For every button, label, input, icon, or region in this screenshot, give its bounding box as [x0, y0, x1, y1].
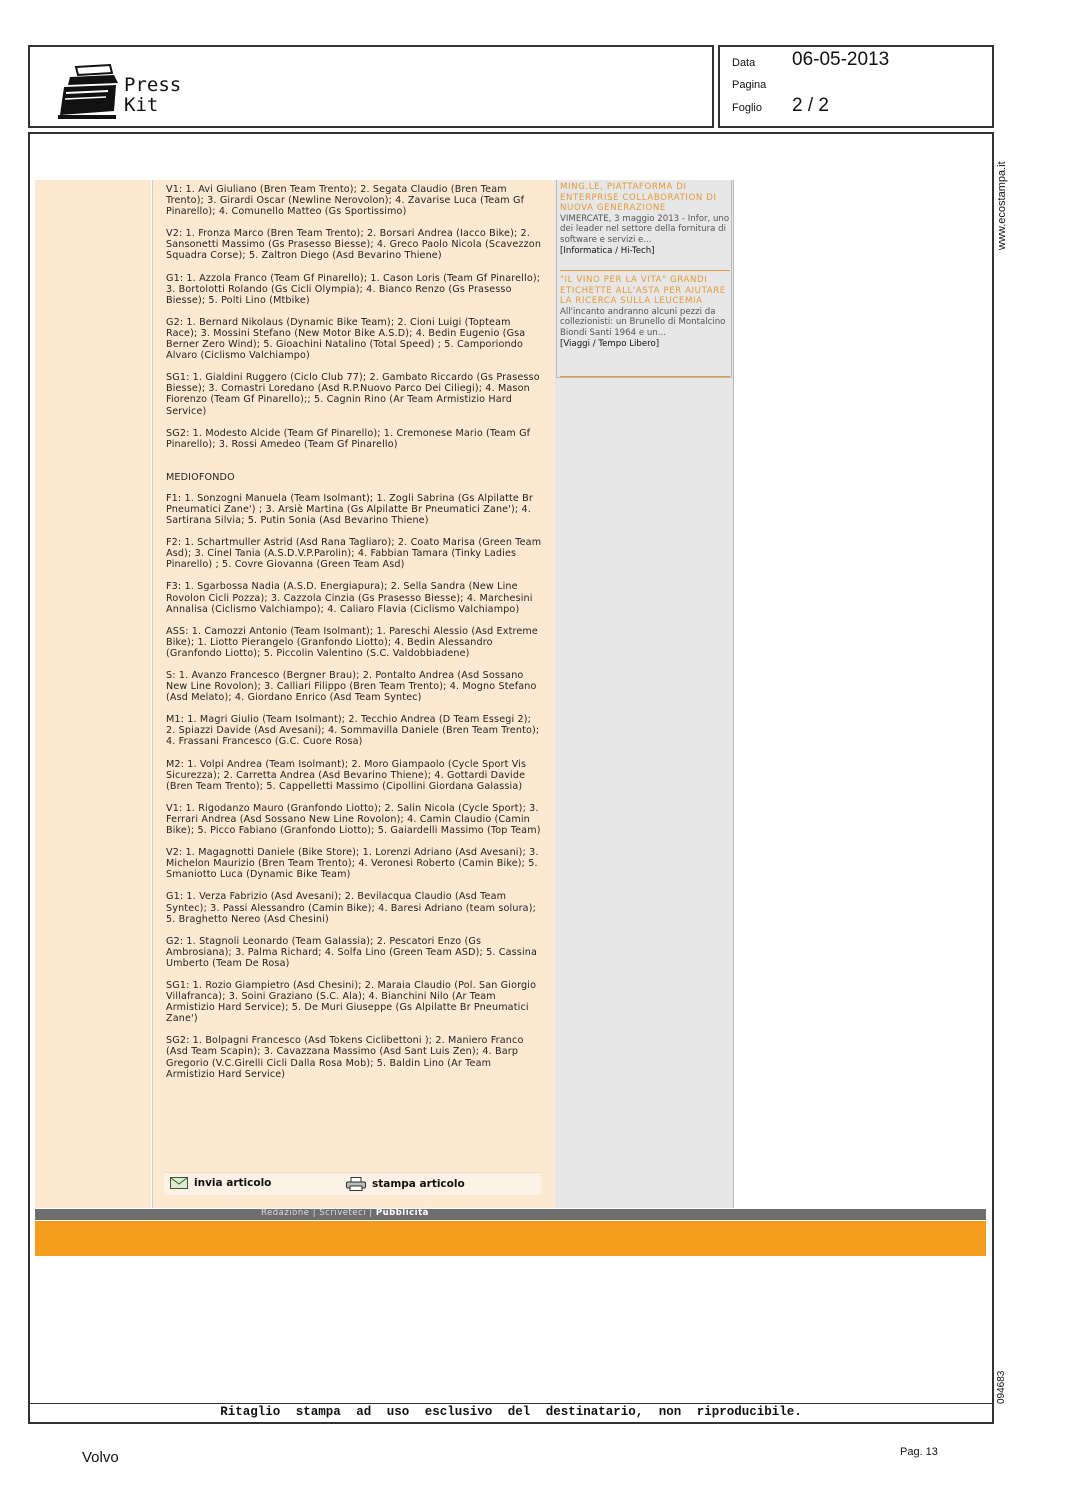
foglio-value: 2 / 2	[792, 95, 829, 116]
printer-icon	[346, 1177, 366, 1191]
section-heading: MEDIOFONDO	[166, 471, 235, 483]
result-paragraph: F2: 1. Schartmuller Astrid (Asd Rana Tagliaro); 2. Coato Marisa (Green Team Asd); 3. Cinel Tania (A.S.D.V.P.Parolin); 4. Fabbian Tamara (Tinky Ladies Pinarello) ; 5. Covre Giovanna (Green Team Asd)	[166, 537, 542, 571]
article-body	[166, 184, 542, 1091]
result-paragraph: V2: 1. Magagnotti Daniele (Bike Store); 1. Lorenzi Adriano (Asd Avesani); 3. Michelon Maurizio (Bren Team Trento); 4. Veronesi Roberto (Camin Bike); 5. Smaniotto Luca (Dynamic Bike Team)	[166, 847, 539, 881]
news-item[interactable]	[560, 275, 730, 349]
send-article-label: invia articolo	[194, 1177, 272, 1189]
result-paragraph: S: 1. Avanzo Francesco (Bergner Brau); 2. Pontalto Andrea (Asd Sossano New Line Rovolon); 3. Calliari Filippo (Bren Team Trento); 4. Mogno Stefano (Asd Melato); 4. Giordano Enrico (Asd Team Syntec)	[166, 670, 537, 704]
logo-line-press: Press	[124, 74, 182, 96]
orange-band	[35, 1221, 986, 1256]
news-category[interactable]: [Viaggi / Tempo Libero]	[560, 338, 660, 349]
logo-text	[124, 75, 181, 115]
client-name: Volvo	[82, 1449, 119, 1466]
news-title[interactable]: "IL VINO PER LA VITA" GRANDI ETICHETTE ALL'ASTA PER AIUTARE LA RICERCA SULLA LEUCEMIA	[560, 275, 726, 307]
pagina-label: Pagina	[732, 79, 767, 91]
side-url-text: www.ecostampa.it	[996, 161, 1008, 250]
footer-link-pubblicita[interactable]: Pubblicità	[375, 1208, 429, 1218]
result-paragraph: M2: 1. Volpi Andrea (Team Isolmant); 2. Moro Giampaolo (Cycle Sport Vis Sicurezza); 2. Carretta Andrea (Asd Bevarino Thiene); 4. Gottardi Davide (Bren Team Trento); 5. Cappelletti Massimo (Cipollini Giordana Galassia)	[166, 758, 527, 792]
envelope-icon	[170, 1177, 188, 1189]
result-paragraph: V1: 1. Avi Giuliano (Bren Team Trento); 2. Segata Claudio (Bren Team Trento); 3. Girardi Oscar (Newline Nerovolon); 4. Zavarise Luca (Team Gf Pinarello); 4. Comunello Matteo (Gs Sportissimo)	[166, 184, 525, 218]
result-paragraph: SG1: 1. Rozio Giampietro (Asd Chesini); 2. Maraia Claudio (Pol. San Giorgio Villafranca); 3. Soini Graziano (S.C. Ala); 4. Bianchini Nilo (Ar Team Armistizio Hard Service); 5. De Muri Giuseppe (Gs Alpilatte Br Pneumatici Zane')	[166, 979, 537, 1025]
result-paragraph: F3: 1. Sgarbossa Nadia (A.S.D. Energiapura); 2. Sella Sandra (New Line Rovolon Cicli Pozza); 3. Cazzola Cinzia (Gs Prasesso Biesse); 4. Marchesini Annalisa (Ciclismo Valchiampo); 4. Caliaro Flavia (Ciclismo Valchiampo)	[166, 581, 533, 615]
news-divider	[560, 376, 730, 377]
masthead-box	[28, 45, 714, 128]
news-box	[556, 180, 732, 378]
result-paragraph: M1: 1. Magri Giulio (Team Isolmant); 2. Tecchio Andrea (D Team Essegi 2); 2. Spiazzi Davide (Asd Avesani); 4. Sommavilla Daniele (Bren Team Trento); 4. Frassani Francesco (G.C. Cuore Rosa)	[166, 714, 540, 748]
page-number: Pag. 13	[900, 1446, 938, 1458]
result-paragraph: SG1: 1. Gialdini Ruggero (Ciclo Club 77); 2. Gambato Riccardo (Gs Prasesso Biesse); 3. Comastri Loredano (Asd R.P.Nuovo Parco Dei Ciliegi); 4. Mason Fiorenzo (Team Gf Pinarello);; 5. Cagnin Rino (Ar Team Armistizio Hard Service)	[166, 372, 540, 417]
news-excerpt: VIMERCATE, 3 maggio 2013 - Infor, uno dei leader nel settore della fornitura di software e servizi e...	[560, 213, 730, 245]
news-title[interactable]: MING.LE, PIATTAFORMA DI ENTERPRISE COLLABORATION DI NUOVA GENERAZIONE	[560, 182, 717, 214]
meta-box	[718, 45, 994, 128]
news-item[interactable]	[560, 182, 730, 256]
send-article-link[interactable]	[170, 1177, 271, 1189]
side-code-text: 094683	[996, 1370, 1007, 1404]
side-url	[992, 140, 1014, 260]
footer-link-separator: |	[366, 1208, 376, 1218]
foglio-label: Foglio	[732, 102, 762, 114]
result-paragraph: V1: 1. Rigodanzo Mauro (Granfondo Liotto); 2. Salin Nicola (Cycle Sport); 3. Ferrari Andrea (Asd Sossano New Line Rovolon); 4. Camin Claudio (Camin Bike); 5. Picco Fabiano (Granfondo Liotto); 5. Gaiardelli Massimo (Top Team)	[166, 802, 541, 837]
news-excerpt: All'incanto andranno alcuni pezzi da collezionisti: un Brunello di Montalcino Biondi Santi 1964 e un...	[560, 306, 726, 338]
result-paragraph: G2: 1. Bernard Nikolaus (Dynamic Bike Team); 2. Cioni Luigi (Topteam Race); 3. Mossini Stefano (New Motor Bike A.S.D); 4. Bedin Eugenio (Gsa Berner Zero Wind); 5. Gioachini Natalino (Total Speed) ; 5. Camporiondo Alvaro (Ciclismo Valchiampo)	[166, 316, 526, 362]
footer-link-scriveteci[interactable]: Scriveteci	[319, 1208, 367, 1218]
news-category[interactable]: [Informatica / Hi-Tech]	[560, 245, 655, 256]
left-margin-column	[35, 180, 151, 1208]
footer-link-separator: |	[309, 1208, 320, 1218]
data-value: 06-05-2013	[792, 49, 890, 70]
result-paragraph: G1: 1. Azzola Franco (Team Gf Pinarello); 1. Cason Loris (Team Gf Pinarello); 3. Bortolotti Rolando (Gs Cicli Olympia); 4. Bianco Renzo (Gs Prasesso Biesse); 5. Polti Lino (Mtbike)	[166, 272, 541, 306]
article-actions	[164, 1172, 541, 1195]
result-paragraph: SG2: 1. Bolpagni Francesco (Asd Tokens Ciclibettoni ); 2. Maniero Franco (Asd Team Scapin); 3. Cavazzana Massimo (Asd Sant Luis Zen); 4. Barp Gregorio (V.C.Girelli Cicli Dalla Rosa Mob); 5. Baldin Lino (Ar Team Armistizio Hard Service)	[166, 1035, 524, 1080]
logo-line-kit: Kit	[124, 94, 159, 116]
news-divider	[560, 270, 730, 271]
result-paragraph: G1: 1. Verza Fabrizio (Asd Avesani); 2. Bevilacqua Claudio (Asd Team Syntec); 3. Passi Alessandro (Camin Bike); 4. Baresi Adriano (team solura); 5. Braghetto Nereo (Asd Chesini)	[166, 891, 536, 925]
footer-links	[261, 1208, 429, 1218]
side-code	[992, 1362, 1014, 1412]
result-paragraph: V2: 1. Fronza Marco (Bren Team Trento); 2. Borsari Andrea (Iacco Bike); 2. Sansonetti Massimo (Gs Prasesso Biesse); 4. Greco Paolo Nicola (Scavezzon Squadra Corse); 5. Zaltron Diego (Asd Bevarino Thiene)	[166, 228, 542, 262]
result-paragraph: F1: 1. Sonzogni Manuela (Team Isolmant); 1. Zogli Sabrina (Gs Alpilatte Br Pneumatici Zane') ; 3. Arsiè Martina (Gs Alpilatte Br Pneumatici Zane'); 4. Sartirana Silvia; 5. Putin Sonia (Asd Bevarino Thiene)	[166, 492, 533, 527]
result-paragraph: G2: 1. Stagnoli Leonardo (Team Galassia); 2. Pescatori Enzo (Gs Ambrosiana); 3. Palma Richard; 4. Solfa Lino (Green Team ASD); 5. Cassina Umberto (Team De Rosa)	[166, 935, 538, 969]
disclaimer-text: Ritaglio stampa ad uso esclusivo del destinatario, non riproducibile.	[220, 1405, 802, 1419]
footer-link-redazione[interactable]: Redazione	[261, 1208, 310, 1218]
data-label: Data	[732, 57, 756, 69]
typewriter-icon	[56, 63, 122, 121]
print-article-link[interactable]	[346, 1177, 465, 1191]
result-paragraph: SG2: 1. Modesto Alcide (Team Gf Pinarello); 1. Cremonese Mario (Team Gf Pinarello); 3. Rossi Amedeo (Team Gf Pinarello)	[166, 427, 531, 450]
disclaimer-strip	[30, 1403, 992, 1422]
print-article-label: stampa articolo	[372, 1178, 465, 1190]
footer-nav-bar	[35, 1209, 986, 1220]
result-paragraph: ASS: 1. Camozzi Antonio (Team Isolmant); 1. Pareschi Alessio (Asd Extreme Bike); 1. Liotto Pierangelo (Granfondo Liotto); 4. Bedin Alessandro (Granfondo Liotto); 5. Piccolin Valentino (S.C. Valdobbiadene)	[166, 625, 538, 659]
